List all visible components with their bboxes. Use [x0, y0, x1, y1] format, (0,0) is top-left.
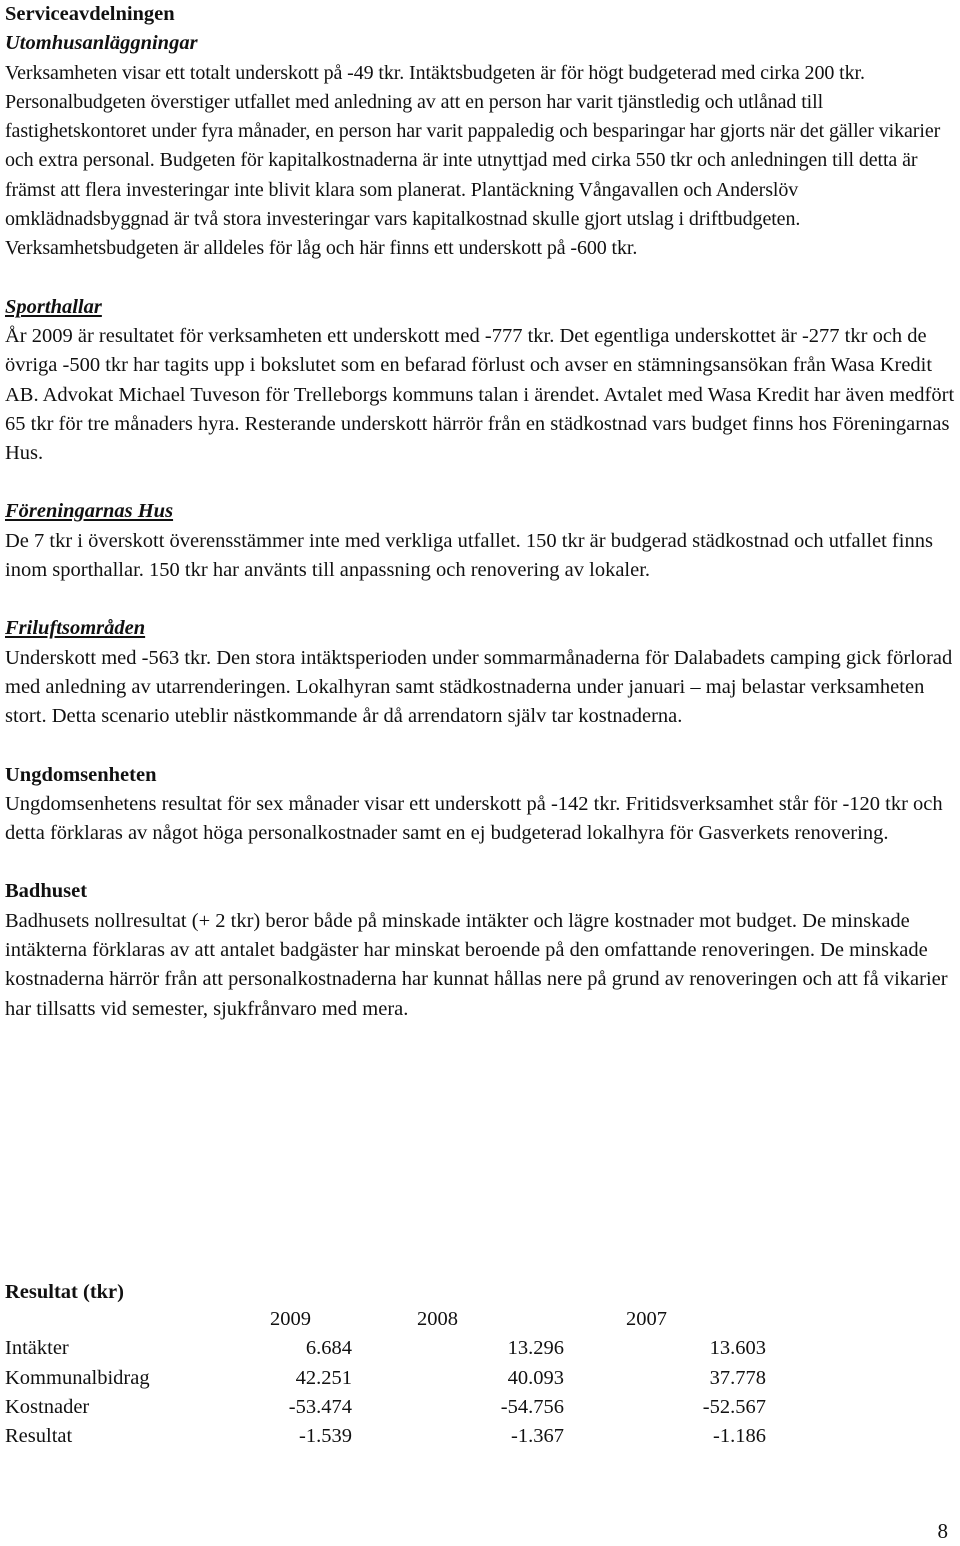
section-title-ungdomsenheten: Ungdomsenheten [5, 763, 157, 786]
cell-value: -1.186 [713, 1425, 766, 1448]
page-heading: Serviceavdelningen [5, 3, 175, 25]
section-title-sporthallar: Sporthallar [5, 295, 102, 318]
section-title-utomhus: Utomhusanläggningar [5, 32, 198, 55]
section-text-badhuset: Badhusets nollresultat (+ 2 tkr) beror både på minskade intäkter och lägre kostnader mot budget. De minskade intäkterna förklaras av att antalet badgäster har minskat beroende på den omfattande renoveringen. De minskade kostnaderna härrör från att personalkostnaderna har kunnat hållas nere på grund av renoveringen och att få vikarier har tillsatts vid semester, sjukfrånvaro med mera. [5, 909, 948, 1020]
section-title-badhuset: Badhuset [5, 880, 88, 903]
cell-value: 42.251 [295, 1366, 352, 1389]
cell-value: 6.684 [305, 1337, 352, 1360]
cell-value: 37.778 [709, 1366, 766, 1389]
cell-value: -54.756 [500, 1395, 564, 1418]
section-text-utomhus: Verksamheten visar ett totalt underskott på -49 tkr. Intäktsbudgeten är för högt budgeterad med cirka 200 tkr. Personalbudgeten överstiger utfallet med anledning av att en person har varit tjänstledig och utlånad till fastighetskontoret under fyra månader, en person har varit pappaledig och besparingar har gjorts när det gäller vikarier och extra personal. Budgeten för kapitalkostnaderna är inte utnyttjad med cirka 550 tkr och anledningen till detta är främst att flera investeringar inte blivit klara som planerat. Plantäckning Vångavallen och Anderslöv omklädnadsbyggnad är två stora investeringar vars kapitalkostnad skulle gjort utslag i driftbudgeten. Verksamhetsbudgeten är alldeles för låg och här finns ett underskott på -600 tkr. [5, 61, 941, 260]
year-header: 2009 [270, 1308, 311, 1330]
section-title-foreningarnas-hus: Föreningarnas Hus [5, 500, 174, 523]
cell-value: -1.539 [299, 1425, 352, 1448]
section-title-friluftsomraden: Friluftsområden [5, 617, 146, 640]
results-header-row [5, 1305, 766, 1334]
document-page [5, 0, 955, 1024]
section-text-foreningarnas-hus: De 7 tkr i överskott överensstämmer inte med verkliga utfallet. 150 tkr är budgerad städkostnad och utfallet finns inom sporthallar. 150 tkr har använts till anpassning och renovering av lokaler. [5, 529, 933, 582]
row-label: Kostnader [5, 1395, 90, 1418]
section-text-sporthallar: År 2009 är resultatet för verksamheten ett underskott med -777 tkr. Det egentliga underskottet är -277 tkr och de övriga -500 tkr har tagits upp i bokslutet som en befarad förlust och avser en stämningsansökan från Wasa Kredit AB. Advokat Michael Tuveson för Trelleborgs kommuns talan i ärendet. Avtalet med Wasa Kredit har även medfört 65 tkr för tre månaders hyra. Resterande underskott härrör från en städkostnad vars budget finns hos Föreningarnas Hus. [5, 324, 955, 465]
row-label: Resultat [5, 1425, 73, 1448]
row-label: Intäkter [5, 1337, 69, 1360]
year-header: 2008 [417, 1308, 458, 1330]
table-row [5, 1422, 766, 1451]
table-row [5, 1334, 766, 1363]
table-row [5, 1393, 766, 1422]
row-label: Kommunalbidrag [5, 1366, 150, 1389]
page-number: 8 [937, 1519, 948, 1543]
section-text-friluftsomraden: Underskott med -563 tkr. Den stora intäktsperioden under sommarmånaderna för Dalabadets camping gick förlorad med anledning av utarrenderingen. Lokalhyran samt städkostnaderna under januari – maj belastar verksamheten stort. Detta scenario uteblir nästkommande år då arrendatorn själv tar kostnaderna. [5, 646, 953, 728]
cell-value: -1.367 [511, 1425, 564, 1448]
cell-value: -52.567 [702, 1395, 766, 1418]
cell-value: 13.603 [709, 1337, 766, 1360]
results-title: Resultat (tkr) [5, 1281, 124, 1303]
cell-value: 40.093 [507, 1366, 564, 1389]
section-text-ungdomsenheten: Ungdomsenhetens resultat för sex månader visar ett underskott på -142 tkr. Fritidsverksamhet står för -120 tkr och detta förklaras av något höga personalkostnader samt en ej budgeterad lokalhyra för Gasverkets renovering. [5, 792, 943, 845]
results-table [5, 1305, 766, 1451]
table-row [5, 1364, 766, 1393]
cell-value: -53.474 [288, 1395, 352, 1418]
cell-value: 13.296 [507, 1337, 564, 1360]
year-header: 2007 [626, 1308, 667, 1330]
